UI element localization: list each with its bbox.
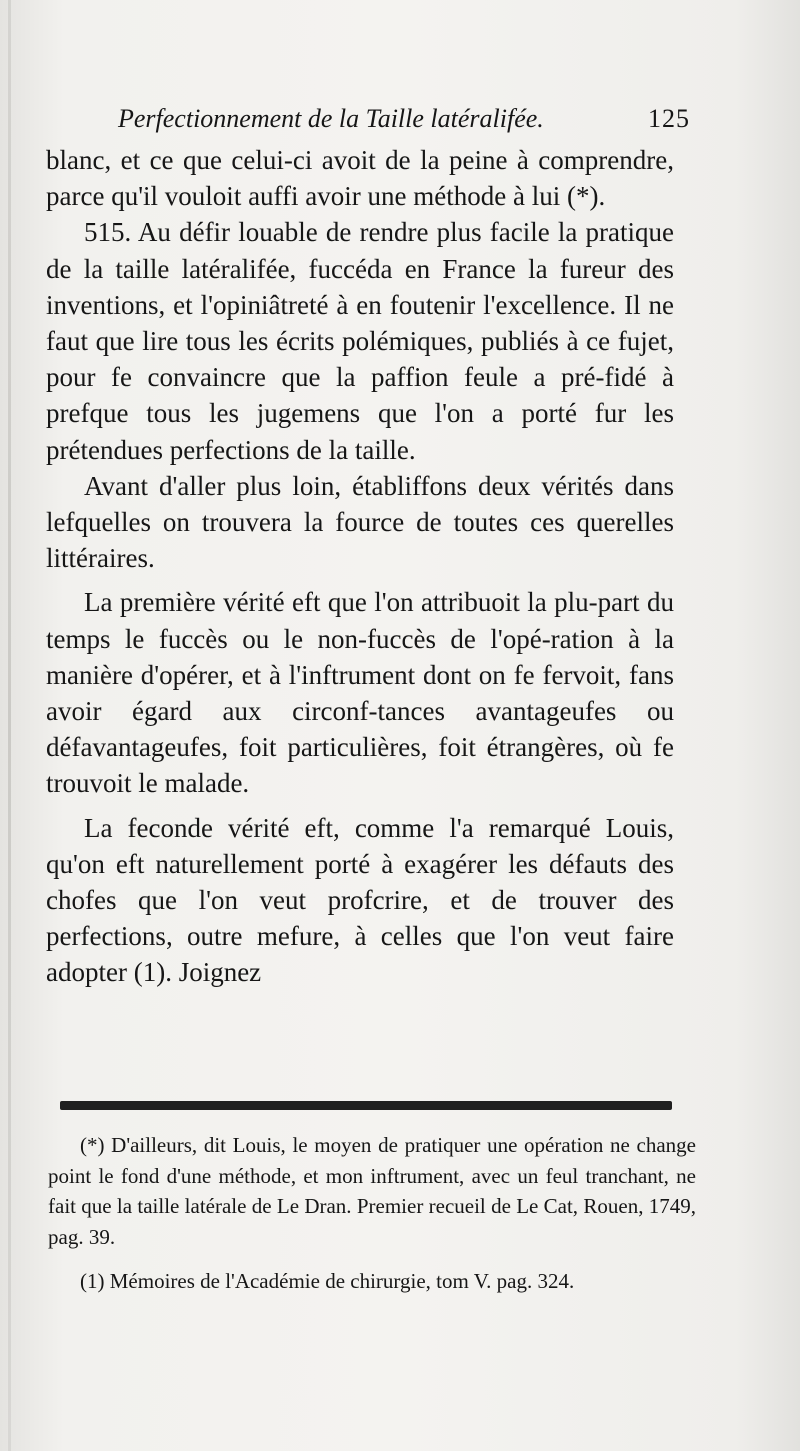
footnote-separator-rule [60, 1101, 672, 1110]
running-header [118, 104, 690, 140]
paragraph-avant: Avant d'aller plus loin, établiffons deux vérités dans lefquelles on trouvera la fource de toutes ces querelles littéraires. [46, 470, 674, 574]
page-gutter-shadow [8, 0, 11, 1451]
paragraph-515: 515. Au défir louable de rendre plus facile la pratique de la taille latéralifée, fuccéda en France la fureur des inventions, et l'opiniâtreté à en foutenir l'excellence. Il ne faut que lire tous les écrits polémiques, publiés à ce fujet, pour fe convaincre que la paffion feule a pré-fidé à prefque tous les jugemens que l'on a porté fur les prétendues perfections de la taille. [46, 217, 674, 465]
paragraph-continuation: blanc, et ce que celui-ci avoit de la peine à comprendre, parce qu'il vouloit auffi avoir une méthode à lui (*). [46, 145, 674, 212]
footnotes [48, 1130, 696, 1297]
paragraph-seconde-verite: La feconde vérité eft, comme l'a remarqué Louis, qu'on eft naturellement porté à exagérer les défauts des chofes que l'on veut profcrire, et de trouver des perfections, outre mefure, à celles que l'on veut faire adopter (1). Joignez [46, 812, 674, 988]
paragraph-premiere-verite: La première vérité eft que l'on attribuoit la plu-part du temps le fuccès ou le non-fuccès de l'opé-ration à la manière d'opérer, et à l'inftrument dont on fe fervoit, fans avoir égard aux circonf-tances avantageufes ou défavantageufes, foit particulières, foit étrangères, où fe trouvoit le malade. [46, 587, 674, 799]
footnote-1: (1) Mémoires de l'Académie de chirurgie, tom V. pag. 324. [80, 1269, 575, 1293]
page-number: 125 [648, 104, 690, 133]
main-text [46, 142, 674, 991]
running-title: Perfectionnement de la Taille latéralifée. [118, 104, 544, 133]
footnote-asterisk: (*) D'ailleurs, dit Louis, le moyen de pratiquer une opération ne change point le fond d'une méthode, et mon inftrument, avec un feul tranchant, ne fait que la taille latérale de Le Dran. Premier recueil de Le Cat, Rouen, 1749, pag. 39. [48, 1133, 696, 1249]
